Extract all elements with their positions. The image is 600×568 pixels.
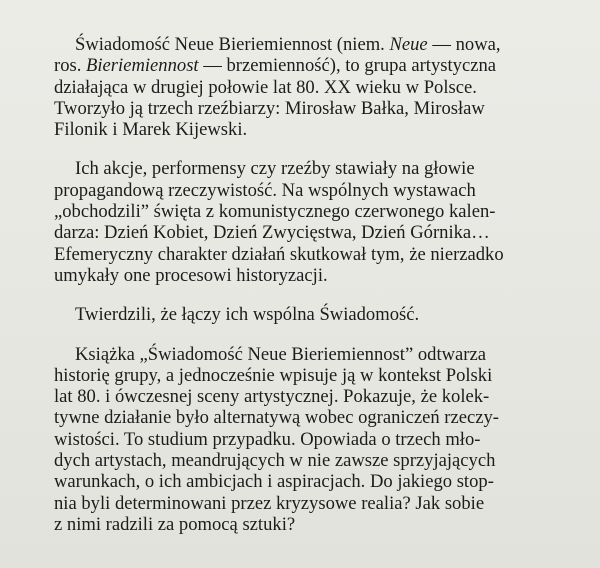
text-line xyxy=(54,77,576,98)
text-line xyxy=(54,222,576,243)
italic-term: Neue xyxy=(389,34,428,55)
text-line xyxy=(54,344,576,365)
paragraph-1 xyxy=(54,34,576,140)
text-line xyxy=(54,244,576,265)
text-segment: — nowa, xyxy=(427,34,501,55)
text-segment: Świadomość Neue Bieriemiennost (niem. xyxy=(75,34,390,55)
text-line xyxy=(54,201,576,222)
text-segment: Ich akcje, performensy czy rzeźby stawiały na głowie xyxy=(75,158,475,180)
text-segment: historię grupy, a jednocześnie wpisuje ją w kontekst Polski xyxy=(54,364,493,386)
text-segment: „obchodzili” święta z komunistycznego czerwonego kalen- xyxy=(54,201,496,223)
text-segment: Efemeryczny charakter działań skutkował tym, że nierzadko xyxy=(54,243,504,265)
text-line xyxy=(54,55,576,76)
paragraph-4 xyxy=(54,344,576,536)
text-segment: propagandową rzeczywistość. Na wspólnych wystawach xyxy=(54,179,476,201)
text-segment: Książka „Świadomość Neue Bieriemiennost” odtwarza xyxy=(75,343,486,365)
text-segment: Tworzyło ją trzech rzeźbiarzy: Mirosław Bałka, Mirosław xyxy=(54,97,485,119)
text-segment: — brzemienność), to grupa artystyczna xyxy=(198,55,497,77)
text-line xyxy=(54,158,576,179)
text-segment: działająca w drugiej połowie lat 80. XX wieku w Polsce. xyxy=(54,76,477,98)
text-segment: dych artystach, meandrujących w nie zawsze sprzyjających xyxy=(54,450,496,472)
text-segment: wistości. To studium przypadku. Opowiada o trzech mło- xyxy=(54,428,481,450)
text-segment: Twierdzili, że łączy ich wspólna Świadomość. xyxy=(75,304,420,326)
text-line xyxy=(54,34,576,55)
italic-term: Bieriemiennost xyxy=(86,55,199,77)
text-segment: ros. xyxy=(54,55,87,77)
text-line xyxy=(54,471,576,492)
text-line xyxy=(54,98,576,119)
description-text xyxy=(54,34,576,535)
paragraph-3 xyxy=(54,304,576,325)
text-segment: lat 80. i ówczesnej sceny artystycznej. Pokazuje, że kolek- xyxy=(54,386,490,408)
text-line xyxy=(54,493,576,514)
text-line xyxy=(54,304,576,325)
text-line xyxy=(54,429,576,450)
text-line xyxy=(54,450,576,471)
text-segment: z nimi radzili za pomocą sztuki? xyxy=(54,513,296,535)
text-segment: Filonik i Marek Kijewski. xyxy=(54,119,248,141)
text-segment: umykały one procesowi historyzacji. xyxy=(54,264,328,286)
text-line xyxy=(54,265,576,286)
text-line xyxy=(54,407,576,428)
text-segment: nia byli determinowani przez kryzysowe realia? Jak sobie xyxy=(54,492,485,514)
text-line xyxy=(54,365,576,386)
text-line xyxy=(54,386,576,407)
text-segment: darza: Dzień Kobiet, Dzień Zwycięstwa, Dzień Górnika… xyxy=(54,222,490,244)
paragraph-2 xyxy=(54,158,576,286)
text-segment: warunkach, o ich ambicjach i aspiracjach. Do jakiego stop- xyxy=(54,471,494,493)
text-line xyxy=(54,119,576,140)
text-segment: tywne działanie było alternatywą wobec ograniczeń rzeczy- xyxy=(54,407,499,429)
text-line xyxy=(54,180,576,201)
text-line xyxy=(54,514,576,535)
